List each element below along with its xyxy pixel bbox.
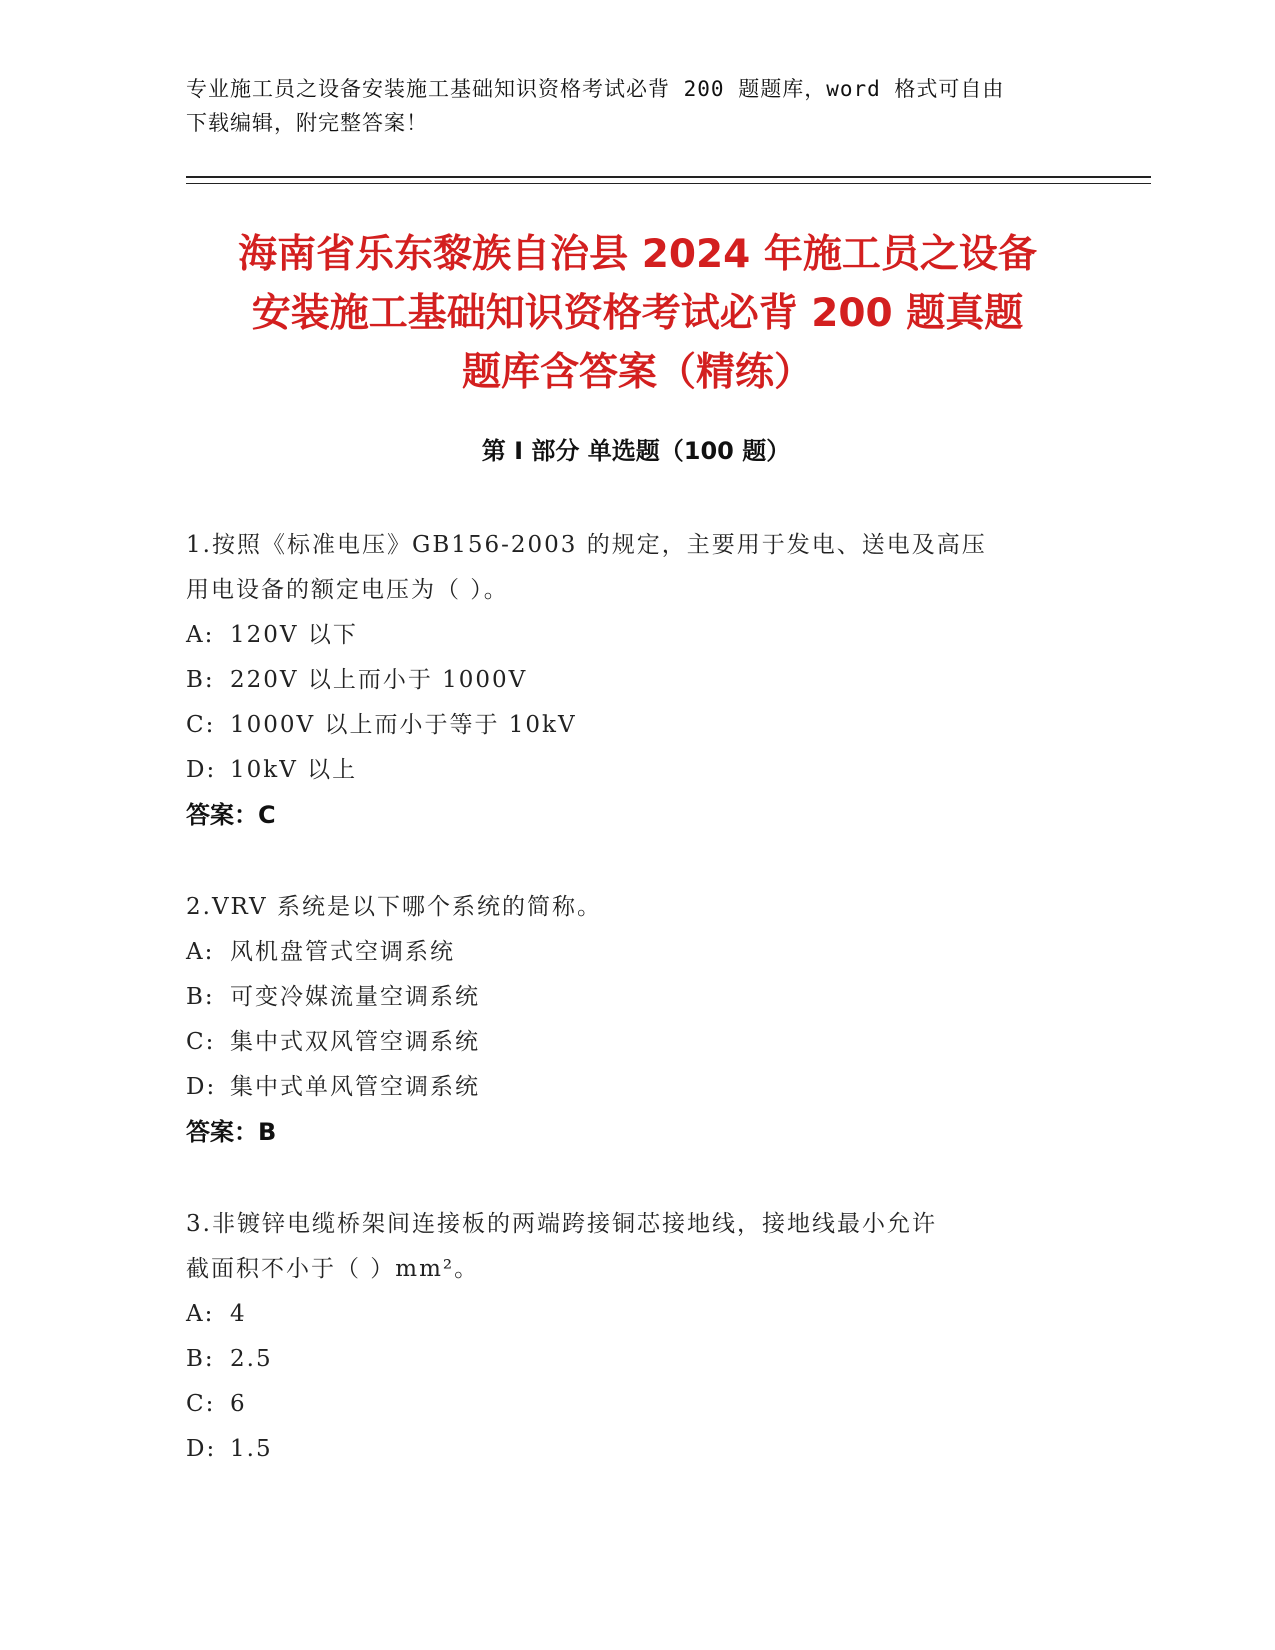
option-text: 风机盘管式空调系统 [230,939,455,965]
option-letter: A: [186,939,215,965]
option-text: 120V 以下 [230,622,358,648]
option-text: 可变冷媒流量空调系统 [230,984,480,1010]
page-title-line: 海南省乐东黎族自治县 2024 年施工员之设备 [238,232,1037,277]
option-text: 2.5 [230,1346,273,1372]
option-letter: B: [186,667,215,693]
option-c [186,703,1086,748]
page-title [150,225,1125,402]
option-b [186,658,1086,703]
section-heading: 第 I 部分 单选题（100 题） [481,437,791,465]
header-divider-thick [186,176,1151,178]
option-text: 集中式双风管空调系统 [230,1029,480,1055]
option-letter: A: [186,1301,215,1327]
header-note-line: 下载编辑，附完整答案！ [186,111,428,135]
option-text: 4 [230,1301,247,1327]
option-letter: D: [186,1436,217,1462]
option-d [186,1427,1086,1472]
question-item [186,523,1086,838]
option-d [186,1065,1086,1110]
question-stem: 3.非镀锌电缆桥架间连接板的两端跨接铜芯接地线，接地线最小允许 [186,1211,937,1237]
question-stem: 截面积不小于（ ）mm²。 [186,1256,480,1282]
option-letter: C: [186,1029,216,1055]
question-stem: 2.VRV 系统是以下哪个系统的简称。 [186,894,602,920]
option-c [186,1382,1086,1427]
question-list [186,523,1086,1519]
page-title-line: 题库含答案（精练） [461,350,813,395]
option-text: 1.5 [230,1436,273,1462]
header-note [186,72,1086,140]
option-text: 集中式单风管空调系统 [230,1074,480,1100]
option-letter: A: [186,622,215,648]
option-b [186,1337,1086,1382]
option-text: 10kV 以上 [230,757,358,783]
option-text: 1000V 以上而小于等于 10kV [230,712,577,738]
option-a [186,930,1086,975]
option-a [186,1292,1086,1337]
question-item [186,1202,1086,1472]
option-letter: B: [186,1346,215,1372]
question-item [186,885,1086,1155]
option-letter: B: [186,984,215,1010]
option-letter: D: [186,757,217,783]
header-note-line: 专业施工员之设备安装施工基础知识资格考试必背 200 题题库，word 格式可自由 [186,77,1005,101]
option-text: 6 [230,1391,247,1417]
option-b [186,975,1086,1020]
answer-label: 答案：C [186,801,276,829]
option-text: 220V 以上而小于 1000V [230,667,528,693]
answer-label: 答案：B [186,1118,277,1146]
question-stem: 用电设备的额定电压为（ ）。 [186,577,509,603]
option-d [186,748,1086,793]
option-letter: C: [186,712,216,738]
header-divider-thin [186,183,1151,184]
question-stem: 1.按照《标准电压》GB156-2003 的规定，主要用于发电、送电及高压 [186,532,987,558]
option-a [186,613,1086,658]
option-letter: D: [186,1074,217,1100]
page-title-line: 安装施工基础知识资格考试必背 200 题真题 [251,291,1024,336]
option-letter: C: [186,1391,216,1417]
option-c [186,1020,1086,1065]
